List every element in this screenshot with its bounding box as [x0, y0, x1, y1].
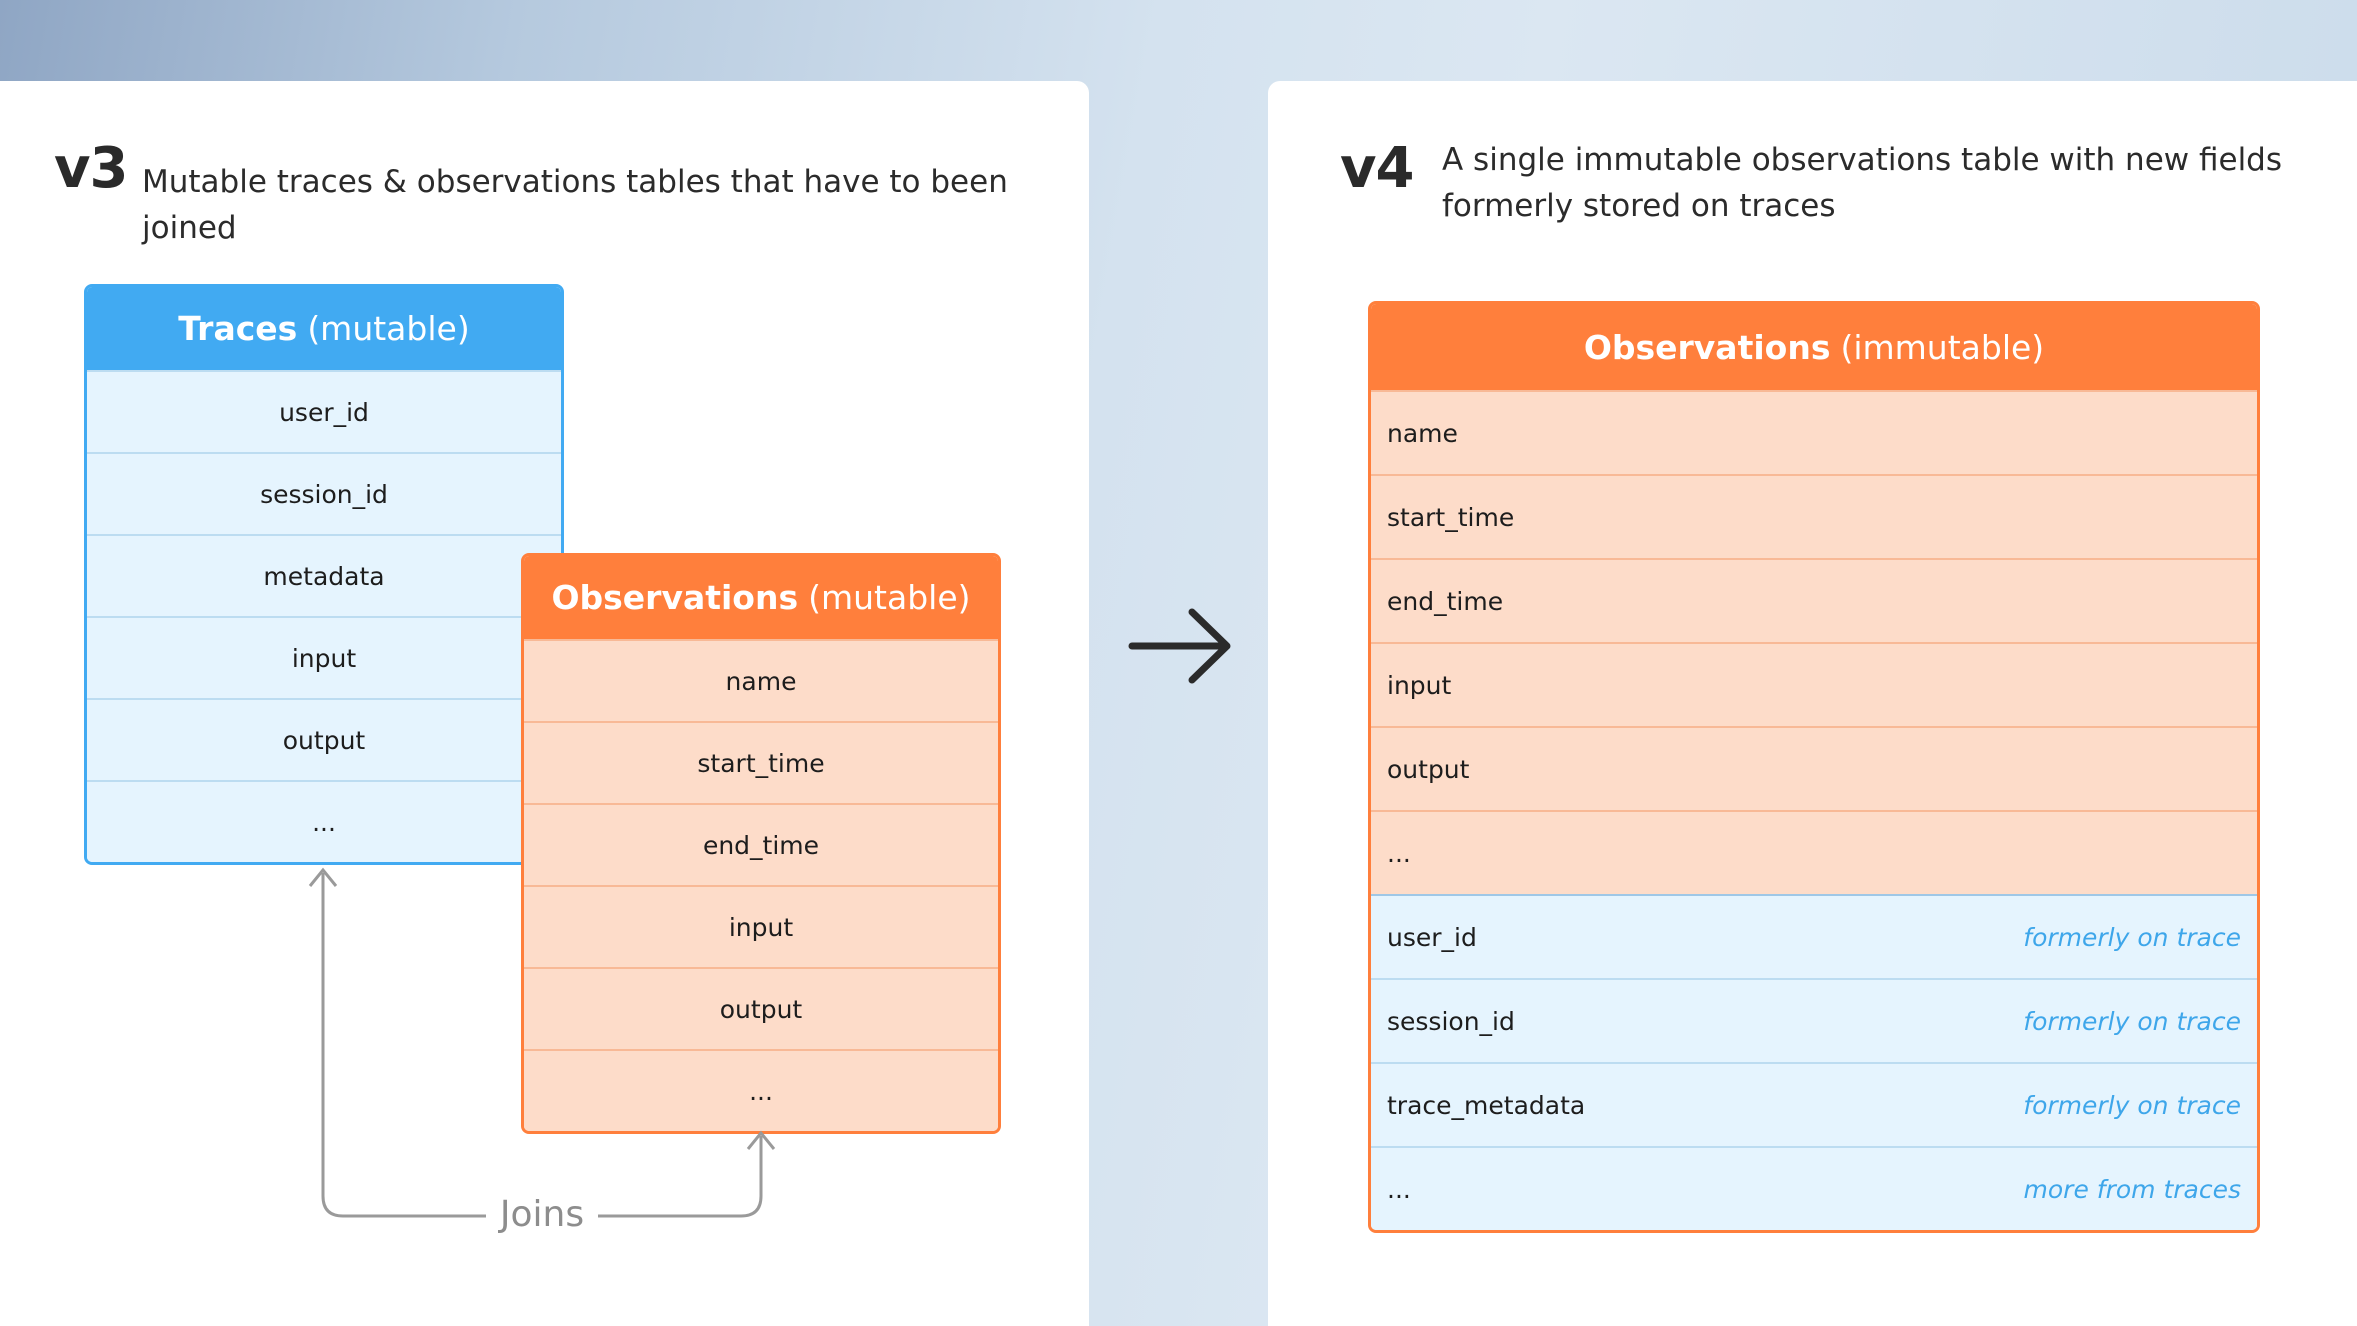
v3-description: Mutable traces & observations tables that have to been joined [142, 164, 1008, 246]
v4-description-line-1: A single immutable observations table with new fields [1442, 142, 2283, 178]
v3-observations-row: end_time [524, 803, 998, 885]
traces-row: metadata [87, 534, 561, 616]
v4-observations-row [1371, 726, 2257, 810]
field-origin-note: formerly on trace [2023, 1006, 2241, 1036]
join-line-right [598, 1136, 761, 1216]
field-origin-note: formerly on trace [2023, 1090, 2241, 1120]
v3-observations-row: ... [524, 1049, 998, 1131]
field-name: ... [1387, 1174, 1411, 1204]
traces-row: output [87, 698, 561, 780]
v3-observations-table-modifier: (mutable) [808, 578, 971, 617]
v4-description [1442, 137, 2282, 229]
v4-observations-row [1371, 390, 2257, 474]
v4-version-label: v4 [1340, 136, 1414, 201]
join-line-left [323, 873, 486, 1216]
traces-row: input [87, 616, 561, 698]
v4-observations-table [1368, 301, 2260, 1233]
v3-observations-table-title: Observations [551, 578, 799, 617]
traces-table-modifier: (mutable) [307, 309, 470, 348]
v4-description-line-2: formerly stored on traces [1442, 188, 1836, 224]
field-name: start_time [1387, 502, 1515, 532]
field-name: trace_metadata [1387, 1090, 1586, 1120]
traces-row: session_id [87, 452, 561, 534]
v4-observations-table-title: Observations [1583, 327, 1831, 367]
field-name: input [1387, 670, 1452, 700]
v3-observations-row: output [524, 967, 998, 1049]
v4-observations-row [1371, 978, 2257, 1062]
v3-observations-row: input [524, 885, 998, 967]
traces-table-title: Traces [178, 309, 298, 348]
field-name: end_time [1387, 586, 1504, 616]
v4-observations-row [1371, 642, 2257, 726]
field-name: ... [1387, 838, 1411, 868]
field-name: session_id [1387, 1006, 1515, 1036]
v4-observations-table-modifier: (immutable) [1840, 327, 2045, 367]
v4-observations-row [1371, 1062, 2257, 1146]
field-name: output [1387, 754, 1470, 784]
field-name: name [1387, 418, 1458, 448]
field-name: user_id [1387, 922, 1477, 952]
v3-version-label: v3 [54, 136, 128, 201]
v3-observations-row: start_time [524, 721, 998, 803]
v4-observations-row [1371, 1146, 2257, 1230]
v3-observations-row: name [524, 639, 998, 721]
traces-row: ... [87, 780, 561, 862]
field-origin-note: formerly on trace [2023, 922, 2241, 952]
v4-observations-row [1371, 474, 2257, 558]
v4-observations-table-header [1371, 304, 2257, 390]
traces-row: user_id [87, 370, 561, 452]
v4-observations-row [1371, 558, 2257, 642]
right-arrow-icon [1132, 612, 1227, 680]
v4-observations-row [1371, 894, 2257, 978]
field-origin-note: more from traces [2023, 1174, 2241, 1204]
joins-label: Joins [486, 1194, 598, 1235]
v4-observations-row [1371, 810, 2257, 894]
